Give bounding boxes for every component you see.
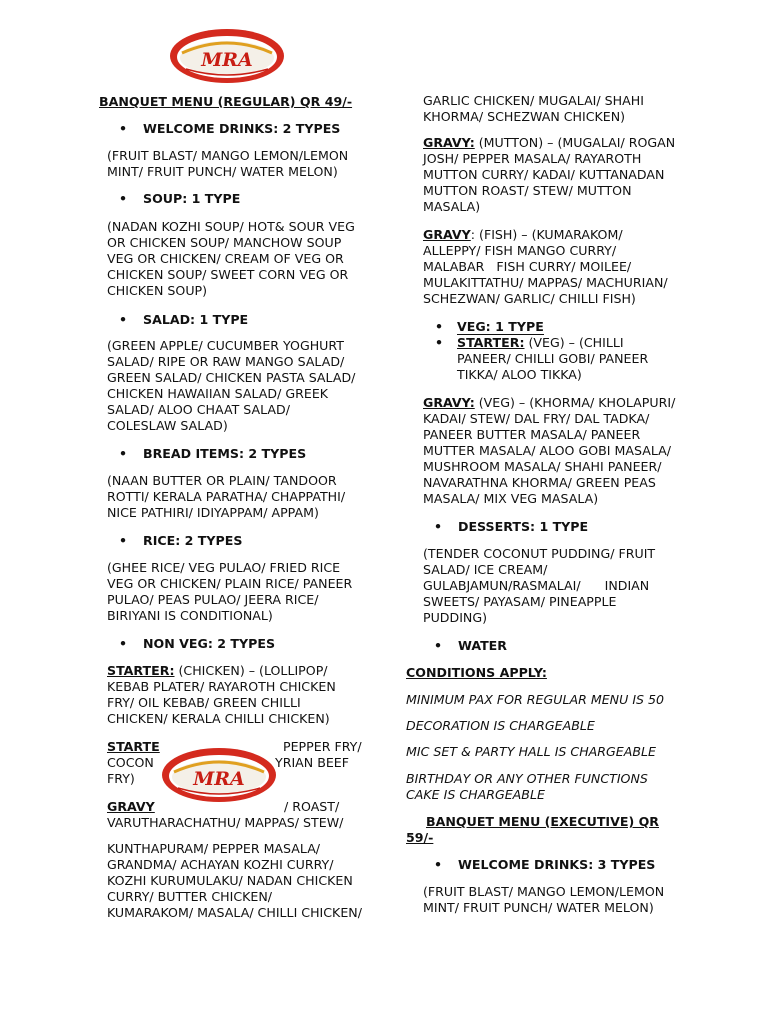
bullet-icon: •: [119, 191, 128, 206]
restaurant-logo-watermark: [160, 746, 278, 804]
condition-birthday: BIRTHDAY OR ANY OTHER FUNCTIONS CAKE IS CHARGEABLE: [406, 771, 648, 802]
bullet-icon: •: [434, 857, 443, 872]
svg-text:MRA: MRA: [201, 49, 253, 71]
chicken-continued: GARLIC CHICKEN/ MUGALAI/ SHAHI KHORMA/ SCHEZWAN CHICKEN): [423, 93, 644, 124]
starter-beef-line2a: COCON: [107, 755, 154, 770]
starter-beef-label: STARTE: [107, 739, 160, 754]
welcome-drinks-list: (FRUIT BLAST/ MANGO LEMON/LEMON MINT/ FRUIT PUNCH/ WATER MELON): [107, 148, 349, 179]
rice-list: (GHEE RICE/ VEG PULAO/ FRIED RICE VEG OR CHICKEN/ PLAIN RICE/ PANEER PULAO/ PEAS PULAO/ JEERA RICE/ BIRIYANI IS CONDITIONAL): [107, 560, 353, 623]
bullet-icon: •: [119, 121, 128, 136]
exec-welcome-drinks-list: (FRUIT BLAST/ MANGO LEMON/LEMON MINT/ FRUIT PUNCH/ WATER MELON): [423, 884, 665, 915]
salad-heading: • SALAD: 1 TYPE: [119, 312, 249, 327]
bullet-icon: •: [119, 636, 128, 651]
conditions-title: CONDITIONS APPLY:: [406, 665, 547, 680]
exec-welcome-drinks-heading: • WELCOME DRINKS: 3 TYPES: [434, 857, 656, 872]
soup-list: (NADAN KOZHI SOUP/ HOT& SOUR VEG OR CHICKEN SOUP/ MANCHOW SOUP VEG OR CHICKEN/ CREAM OF VEG OR CHICKEN SOUP/ SWEET CORN VEG OR CHICKEN SOUP): [107, 219, 355, 298]
desserts-list: (TENDER COCONUT PUDDING/ FRUIT SALAD/ ICE CREAM/ GULABJAMUN/RASMALAI/ INDIAN SWEETS/ PAYASAM/ PINEAPPLE PUDDING): [423, 546, 656, 625]
logo-emblem-icon: [160, 746, 278, 804]
starter-chicken-block: STARTER: (CHICKEN) – (LOLLIPOP/ KEBAB PLATER/ RAYAROTH CHICKEN FRY/ OIL KEBAB/ GREEN CHILLI CHICKEN/ KERALA CHILLI CHICKEN): [107, 663, 336, 726]
bullet-icon: •: [435, 319, 444, 334]
svg-text:MRA: MRA: [193, 768, 245, 790]
starter-beef-line2b: YRIAN BEEF: [275, 755, 349, 770]
condition-mic-set: MIC SET & PARTY HALL IS CHARGEABLE: [406, 744, 656, 759]
nonveg-heading: • NON VEG: 2 TYPES: [119, 636, 276, 651]
gravy-chicken-list: VARUTHARACHATHU/ MAPPAS/ STEW/ KUNTHAPURAM/ PEPPER MASALA/ GRANDMA/ ACHAYAN KOZHI CURRY/ KOZHI KURUMULAKU/ NADAN CHICKEN CURRY/ BUTTER CHICKEN/ KUMARAKOM/ MASALA/ CHILLI CHICKEN/: [107, 815, 362, 920]
bullet-icon: •: [434, 519, 443, 534]
bullet-icon: •: [119, 533, 128, 548]
rice-heading: • RICE: 2 TYPES: [119, 533, 243, 548]
gravy-chicken-rest: / ROAST/: [284, 799, 340, 814]
welcome-drinks-heading: • WELCOME DRINKS: 2 TYPES: [119, 121, 341, 136]
bullet-icon: •: [434, 638, 443, 653]
soup-heading: • SOUP: 1 TYPE: [119, 191, 241, 206]
bullet-icon: •: [435, 335, 444, 350]
executive-menu-title: BANQUET MENU (EXECUTIVE) QR 59/-: [406, 814, 659, 845]
bread-heading: • BREAD ITEMS: 2 TYPES: [119, 446, 307, 461]
starter-veg-block: • STARTER: (VEG) – (CHILLI PANEER/ CHILLI GOBI/ PANEER TIKKA/ ALOO TIKKA): [435, 335, 649, 382]
gravy-fish-block: GRAVY: (FISH) – (KUMARAKOM/ ALLEPPY/ FISH MANGO CURRY/ MALABAR FISH CURRY/ MOILEE/ MULAKITTATHU/ MAPPAS/ MACHURIAN/ SCHEZWAN/ GARLIC/ CHILLI FISH): [423, 227, 668, 306]
bullet-icon: •: [119, 312, 128, 327]
water-heading: • WATER: [434, 638, 507, 653]
salad-list: (GREEN APPLE/ CUCUMBER YOGHURT SALAD/ RIPE OR RAW MANGO SALAD/ GREEN SALAD/ CHICKEN PASTA SALAD/ CHICKEN HAWAIIAN SALAD/ GREEK SALAD/ ALOO CHAAT SALAD/ COLESLAW SALAD): [107, 338, 356, 433]
gravy-mutton-block: GRAVY: (MUTTON) – (MUGALAI/ ROGAN JOSH/ PEPPER MASALA/ RAYAROTH MUTTON CURRY/ KADAI/ KUTTANADAN MUTTON ROAST/ STEW/ MUTTON MASALA): [423, 135, 676, 214]
bullet-icon: •: [119, 446, 128, 461]
gravy-chicken-label: GRAVY: [107, 799, 155, 814]
gravy-veg-block: GRAVY: (VEG) – (KHORMA/ KHOLAPURI/ KADAI/ STEW/ DAL FRY/ DAL TADKA/ PANEER BUTTER MASALA/ PANEER MUTTER MASALA/ ALOO GOBI MASALA/ MUSHROOM MASALA/ SHAHI PANEER/ NAVARATHNA KHORMA/ GREEN PEAS MASALA/ MIX VEG MASALA): [423, 395, 676, 506]
starter-beef-line3: FRY): [107, 771, 135, 786]
logo-emblem-icon: [168, 27, 286, 85]
condition-decoration: DECORATION IS CHARGEABLE: [406, 718, 595, 733]
bread-list: (NAAN BUTTER OR PLAIN/ TANDOOR ROTTI/ KERALA PARATHA/ CHAPPATHI/ NICE PATHIRI/ IDIYAPPAM/ APPAM): [107, 473, 346, 520]
starter-beef-rest: PEPPER FRY/: [283, 739, 362, 754]
restaurant-logo-top: [168, 27, 286, 85]
starter-label: STARTER:: [107, 663, 175, 678]
condition-min-pax: MINIMUM PAX FOR REGULAR MENU IS 50: [406, 692, 665, 707]
regular-menu-title: BANQUET MENU (REGULAR) QR 49/-: [99, 94, 353, 109]
desserts-heading: • DESSERTS: 1 TYPE: [434, 519, 589, 534]
veg-heading: • VEG: 1 TYPE: [435, 319, 544, 334]
